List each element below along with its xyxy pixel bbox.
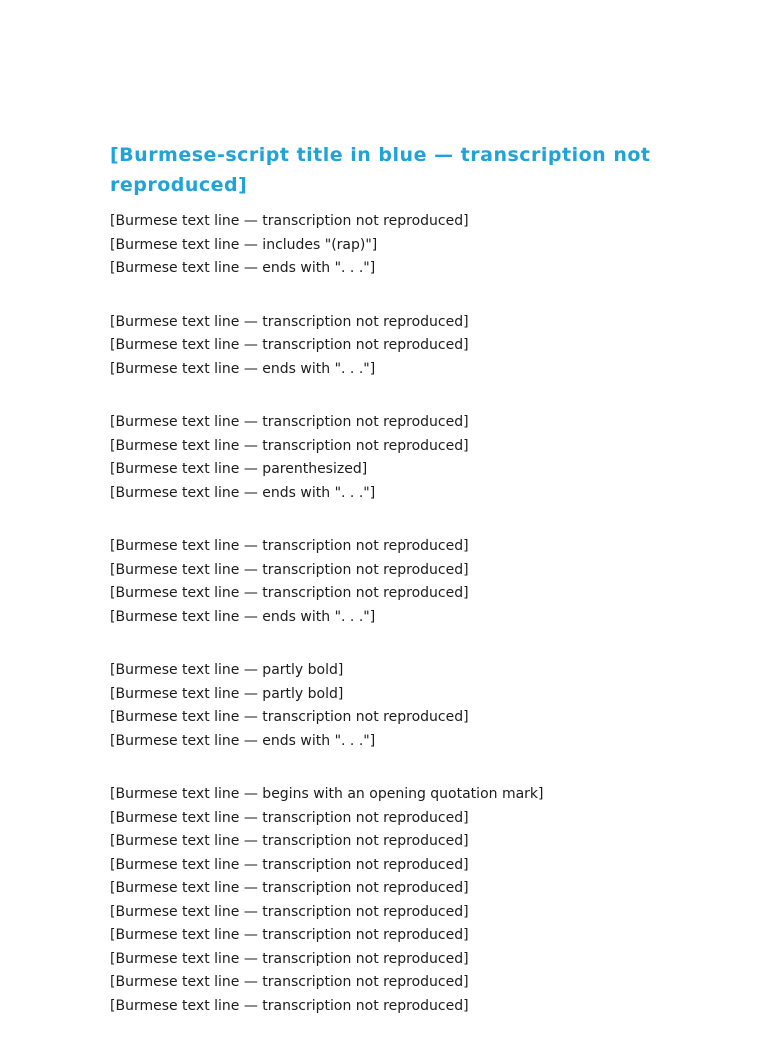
text-line: [Burmese text line — ends with ". . ."] bbox=[110, 484, 376, 501]
document-page bbox=[110, 140, 710, 1048]
text-line: [Burmese text line — transcription not reproduced] bbox=[110, 974, 469, 990]
text-line: [Burmese text line — transcription not reproduced] bbox=[110, 927, 469, 943]
text-line: [Burmese text line — transcription not reproduced] bbox=[110, 313, 469, 330]
stanza bbox=[110, 210, 710, 281]
text-line: [Burmese text line — transcription not reproduced] bbox=[110, 997, 469, 1014]
text-line: [Burmese text line — transcription not reproduced] bbox=[110, 880, 469, 896]
text-line: [Burmese text line — transcription not reproduced] bbox=[110, 833, 469, 849]
text-line: [Burmese text line — transcription not reproduced] bbox=[110, 903, 469, 920]
text-line: [Burmese text line — transcription not reproduced] bbox=[110, 950, 469, 967]
stanza bbox=[110, 411, 710, 505]
text-line: [Burmese text line — transcription not reproduced] bbox=[110, 809, 469, 826]
text-line: [Burmese text line — transcription not reproduced] bbox=[110, 213, 469, 229]
text-line: [Burmese text line — partly bold] bbox=[110, 685, 344, 702]
text-line: [Burmese text line — transcription not reproduced] bbox=[110, 585, 469, 601]
text-line: [Burmese text line — transcription not reproduced] bbox=[110, 337, 469, 353]
text-line: [Burmese text line — begins with an opening quotation mark] bbox=[110, 786, 544, 802]
text-line: [Burmese text line — ends with ". . ."] bbox=[110, 608, 376, 625]
text-line: [Burmese text line — partly bold] bbox=[110, 662, 344, 678]
text-line: [Burmese text line — ends with ". . ."] bbox=[110, 732, 376, 749]
text-line: [Burmese text line — transcription not reproduced] bbox=[110, 709, 469, 725]
stanza bbox=[110, 535, 710, 629]
poem-body bbox=[110, 210, 710, 1018]
text-line: [Burmese text line — ends with ". . ."] bbox=[110, 360, 376, 377]
text-line: [Burmese text line — includes "(rap)"] bbox=[110, 236, 378, 253]
text-line: [Burmese text line — transcription not reproduced] bbox=[110, 856, 469, 873]
stanza bbox=[110, 311, 710, 382]
text-line: [Burmese text line — transcription not reproduced] bbox=[110, 561, 469, 578]
stanza bbox=[110, 783, 710, 1018]
text-line: [Burmese text line — ends with ". . ."] bbox=[110, 260, 376, 276]
text-line: [Burmese text line — transcription not reproduced] bbox=[110, 437, 469, 454]
text-line: [Burmese text line — transcription not reproduced] bbox=[110, 538, 469, 554]
stanza bbox=[110, 659, 710, 753]
text-line: [Burmese text line — transcription not reproduced] bbox=[110, 414, 469, 430]
text-line: [Burmese text line — parenthesized] bbox=[110, 461, 368, 477]
page-title: [Burmese-script title in blue — transcription not reproduced] bbox=[110, 144, 651, 196]
